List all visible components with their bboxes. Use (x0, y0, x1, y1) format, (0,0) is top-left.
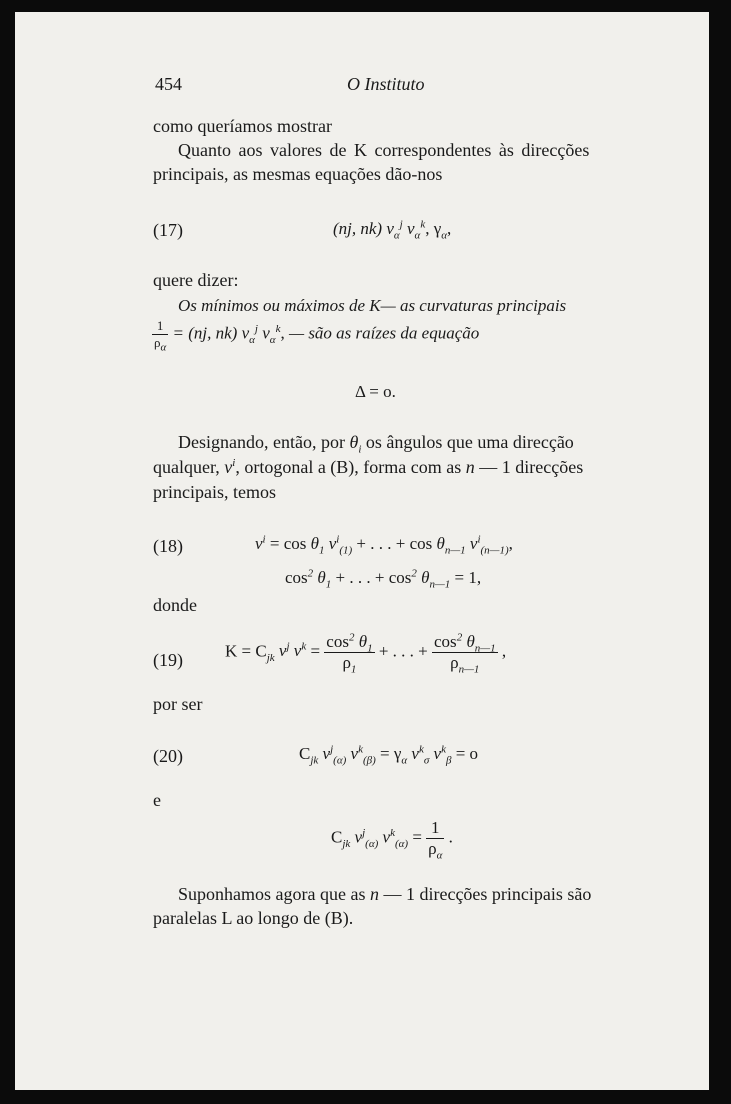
paragraph-line: por ser (153, 694, 203, 714)
paragraph-line: paralelas L ao longo de (B). (153, 908, 354, 928)
paragraph-line: qualquer, $\nu^i$, ortogonal a (B), forma com as n — 1 direcções (153, 457, 584, 477)
paragraph-line: e (153, 790, 161, 810)
theorem-formula: $\frac{1}{\rho_\alpha}$ = (nj, nk) $\nu_\alpha^j$ $\nu_\alpha^k$, — são as raízes da equação (154, 318, 480, 354)
theorem-line: Os mínimos ou máximos de K— as curvaturas principais (178, 296, 567, 315)
equation-number-17: (17) (153, 220, 183, 240)
equation-number-19: (19) (153, 650, 183, 670)
paragraph-line: Quanto aos valores de K correspondentes às direcções (178, 140, 590, 160)
paragraph-line: quere dizer: (153, 270, 239, 290)
paragraph-line: Designando, então, por $\theta_i$ os ângulos que uma direcção (178, 432, 574, 456)
equation-17: (nj, nk) $\nu_\alpha^j$ $\nu_\alpha^k$, $\gamma_\alpha$, (333, 218, 452, 242)
book-page (15, 12, 709, 1090)
paragraph-line: donde (153, 595, 197, 615)
paragraph-line: principais, temos (153, 482, 276, 502)
theorem-line-2: — são as raízes da equação (288, 323, 480, 343)
equation-19: $K = C_{jk}$ $\nu^j$ $\nu^k$ = $\frac{\cos^2 \theta_1}{\rho_1}$ + . . . + $\frac{\cos^2 \theta_{n—1}}{\rho_{n—1}}$ , (225, 631, 507, 676)
page-number: 454 (155, 74, 182, 94)
equation-number-18: (18) (153, 536, 183, 556)
equation-18-line1: $\nu^i = \cos \theta_1$ $\nu^i_{(1)}$ + . . . + $\cos \theta_{n—1}$ $\nu^i_{(n—1)}$, (255, 533, 513, 557)
equation-18-line2: $\cos^2 \theta_1$ + . . . + $\cos^2 \theta_{n—1} = 1$, (285, 567, 482, 591)
paragraph-line: Suponhamos agora que as n — 1 direcções principais são (178, 884, 592, 904)
paragraph-line: principais, as mesmas equações dão-nos (153, 164, 443, 184)
equation-number-20: (20) (153, 746, 183, 766)
paragraph-line: como queríamos mostrar (153, 116, 332, 136)
running-title: O Instituto (347, 74, 425, 94)
equation-20: $C_{jk}$ $\nu^j_{(\alpha)}$ $\nu^k_{(\beta)} = \gamma_\alpha$ $\nu^k_\sigma$ $\nu^k_\beta = o$ (299, 743, 479, 767)
equation-21: $C_{jk}$ $\nu^j_{(\alpha)}$ $\nu^k_{(\alpha)}$ = $\frac{1}{\rho_\alpha}$ . (331, 818, 453, 862)
delta-equation: Δ = o. (355, 382, 396, 401)
